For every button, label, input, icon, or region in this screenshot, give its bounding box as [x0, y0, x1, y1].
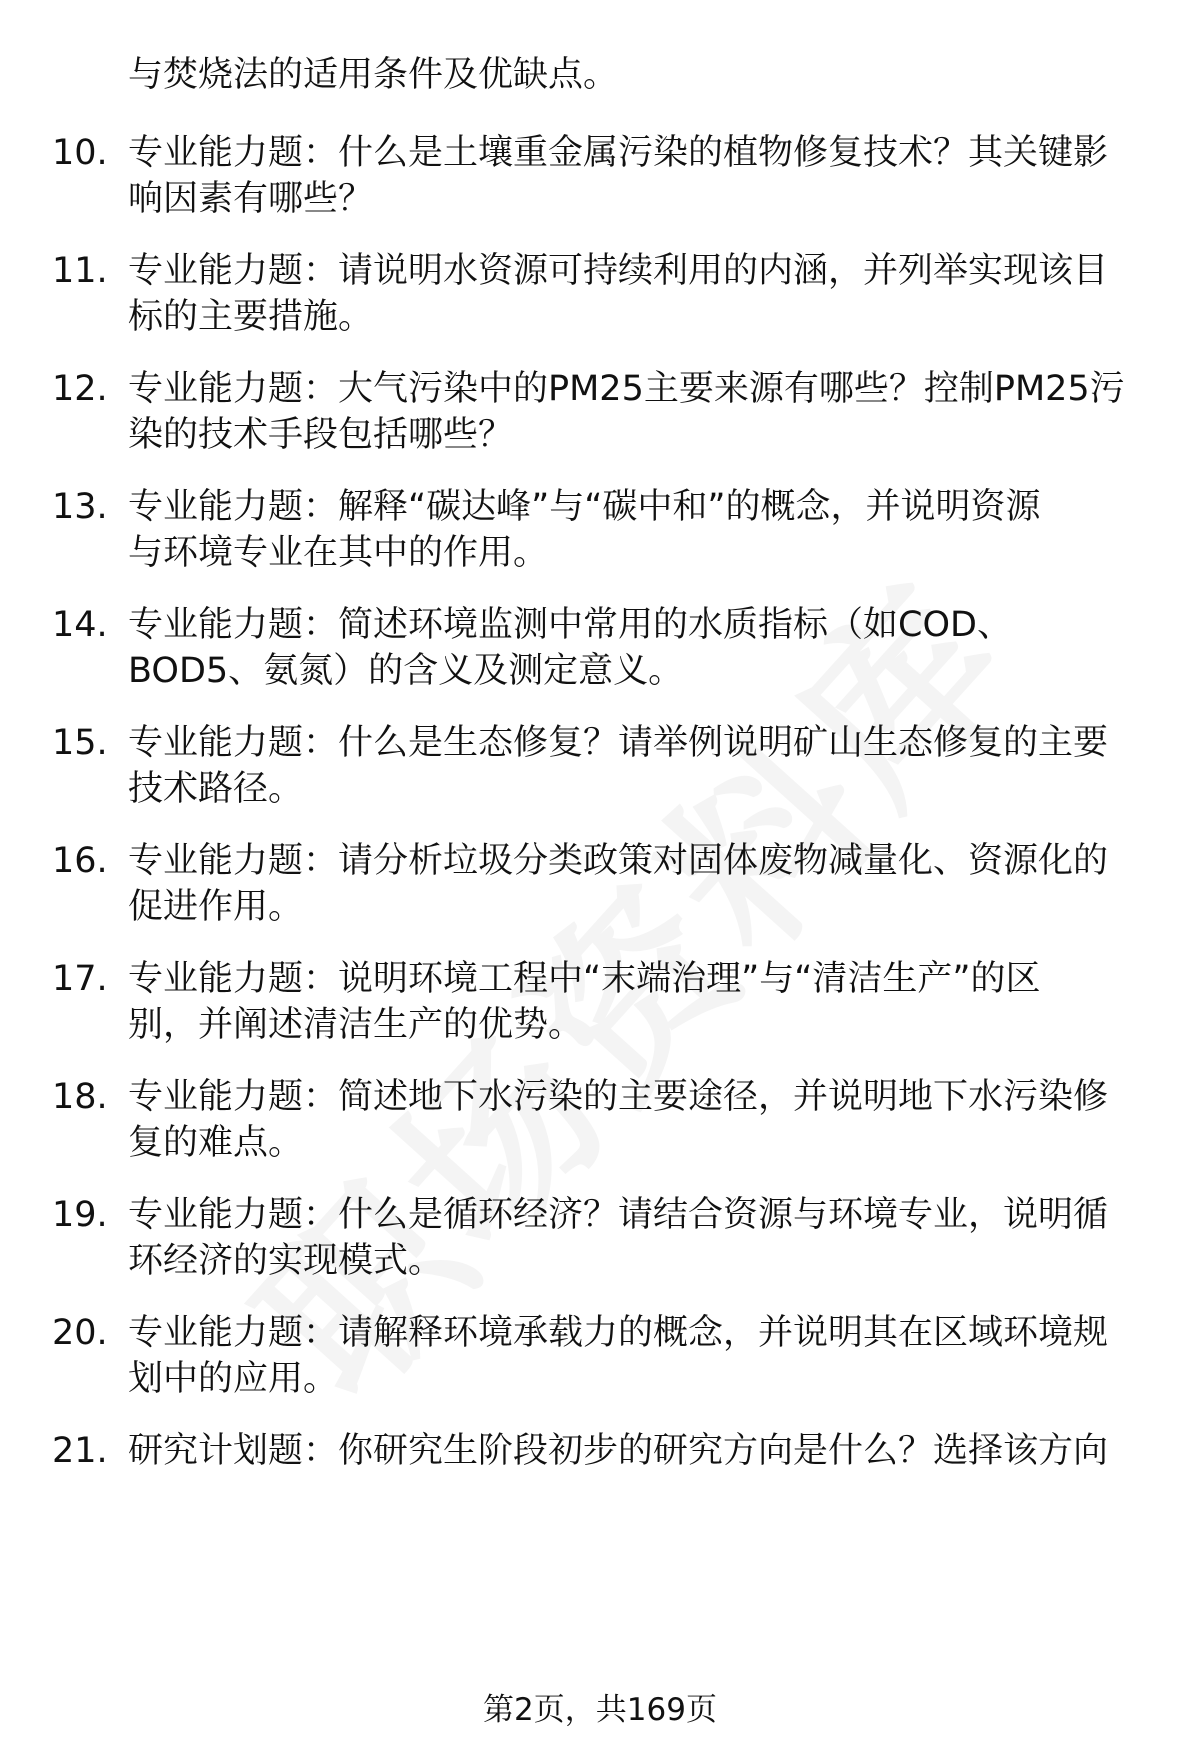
- question-text: [128, 956, 1148, 1048]
- question-text: [128, 130, 1148, 222]
- question-number: 14.: [52, 605, 108, 645]
- question-text: [128, 838, 1148, 930]
- question-number: 19.: [52, 1195, 108, 1235]
- question-text: [128, 248, 1148, 340]
- question-text: [128, 1192, 1148, 1284]
- question-number: 13.: [52, 487, 108, 527]
- question-line: 环经济的实现模式。: [128, 1241, 444, 1281]
- question-number: 11.: [52, 251, 108, 291]
- question-line: 与环境专业在其中的作用。: [128, 533, 549, 573]
- question-line: 专业能力题：什么是土壤重金属污染的植物修复技术？其关键影: [128, 133, 1109, 173]
- question-line: 划中的应用。: [128, 1359, 339, 1399]
- question-line: 专业能力题：解释“碳达峰”与“碳中和”的概念，并说明资源: [128, 487, 1041, 527]
- question-line: 响因素有哪些？: [128, 179, 374, 219]
- question-text: [128, 602, 1148, 694]
- question-text: [128, 720, 1148, 812]
- question-line: 专业能力题：请说明水资源可持续利用的内涵，并列举实现该目: [128, 251, 1109, 291]
- question-line: 复的难点。: [128, 1123, 304, 1163]
- question-number: 18.: [52, 1077, 108, 1117]
- question-line: 别，并阐述清洁生产的优势。: [128, 1005, 584, 1045]
- question-line: 标的主要措施。: [128, 297, 374, 337]
- question-line: 促进作用。: [128, 887, 304, 927]
- question-line: BOD5、氨氮）的含义及测定意义。: [128, 651, 684, 691]
- question-text: [128, 366, 1148, 458]
- question-number: 16.: [52, 841, 108, 881]
- question-line: 专业能力题：请分析垃圾分类政策对固体废物减量化、资源化的: [128, 841, 1109, 881]
- continuation-text: 与焚烧法的适用条件及优缺点。: [128, 55, 619, 95]
- question-line: 专业能力题：简述环境监测中常用的水质指标（如COD、: [128, 605, 1012, 645]
- question-text: [128, 484, 1148, 576]
- question-number: 15.: [52, 723, 108, 763]
- page-footer: 第2页，共169页: [483, 1692, 717, 1728]
- question-text: [128, 1074, 1148, 1166]
- question-line: 专业能力题：大气污染中的PM25主要来源有哪些？控制PM25污: [128, 369, 1125, 409]
- question-line: 专业能力题：说明环境工程中“末端治理”与“清洁生产”的区: [128, 959, 1041, 999]
- question-line: 专业能力题：简述地下水污染的主要途径，并说明地下水污染修: [128, 1077, 1109, 1117]
- question-number: 10.: [52, 133, 108, 173]
- question-number: 12.: [52, 369, 108, 409]
- question-line: 技术路径。: [128, 769, 304, 809]
- question-line: 专业能力题：什么是生态修复？请举例说明矿山生态修复的主要: [128, 723, 1109, 763]
- question-number: 20.: [52, 1313, 108, 1353]
- question-line: 研究计划题：你研究生阶段初步的研究方向是什么？选择该方向: [128, 1431, 1109, 1471]
- question-number: 21.: [52, 1431, 108, 1471]
- question-number: 17.: [52, 959, 108, 999]
- question-text: [128, 1310, 1148, 1402]
- question-line: 专业能力题：请解释环境承载力的概念，并说明其在区域环境规: [128, 1313, 1109, 1353]
- question-line: 染的技术手段包括哪些？: [128, 415, 514, 455]
- question-text: [128, 1428, 1148, 1474]
- question-line: 专业能力题：什么是循环经济？请结合资源与环境专业，说明循: [128, 1195, 1109, 1235]
